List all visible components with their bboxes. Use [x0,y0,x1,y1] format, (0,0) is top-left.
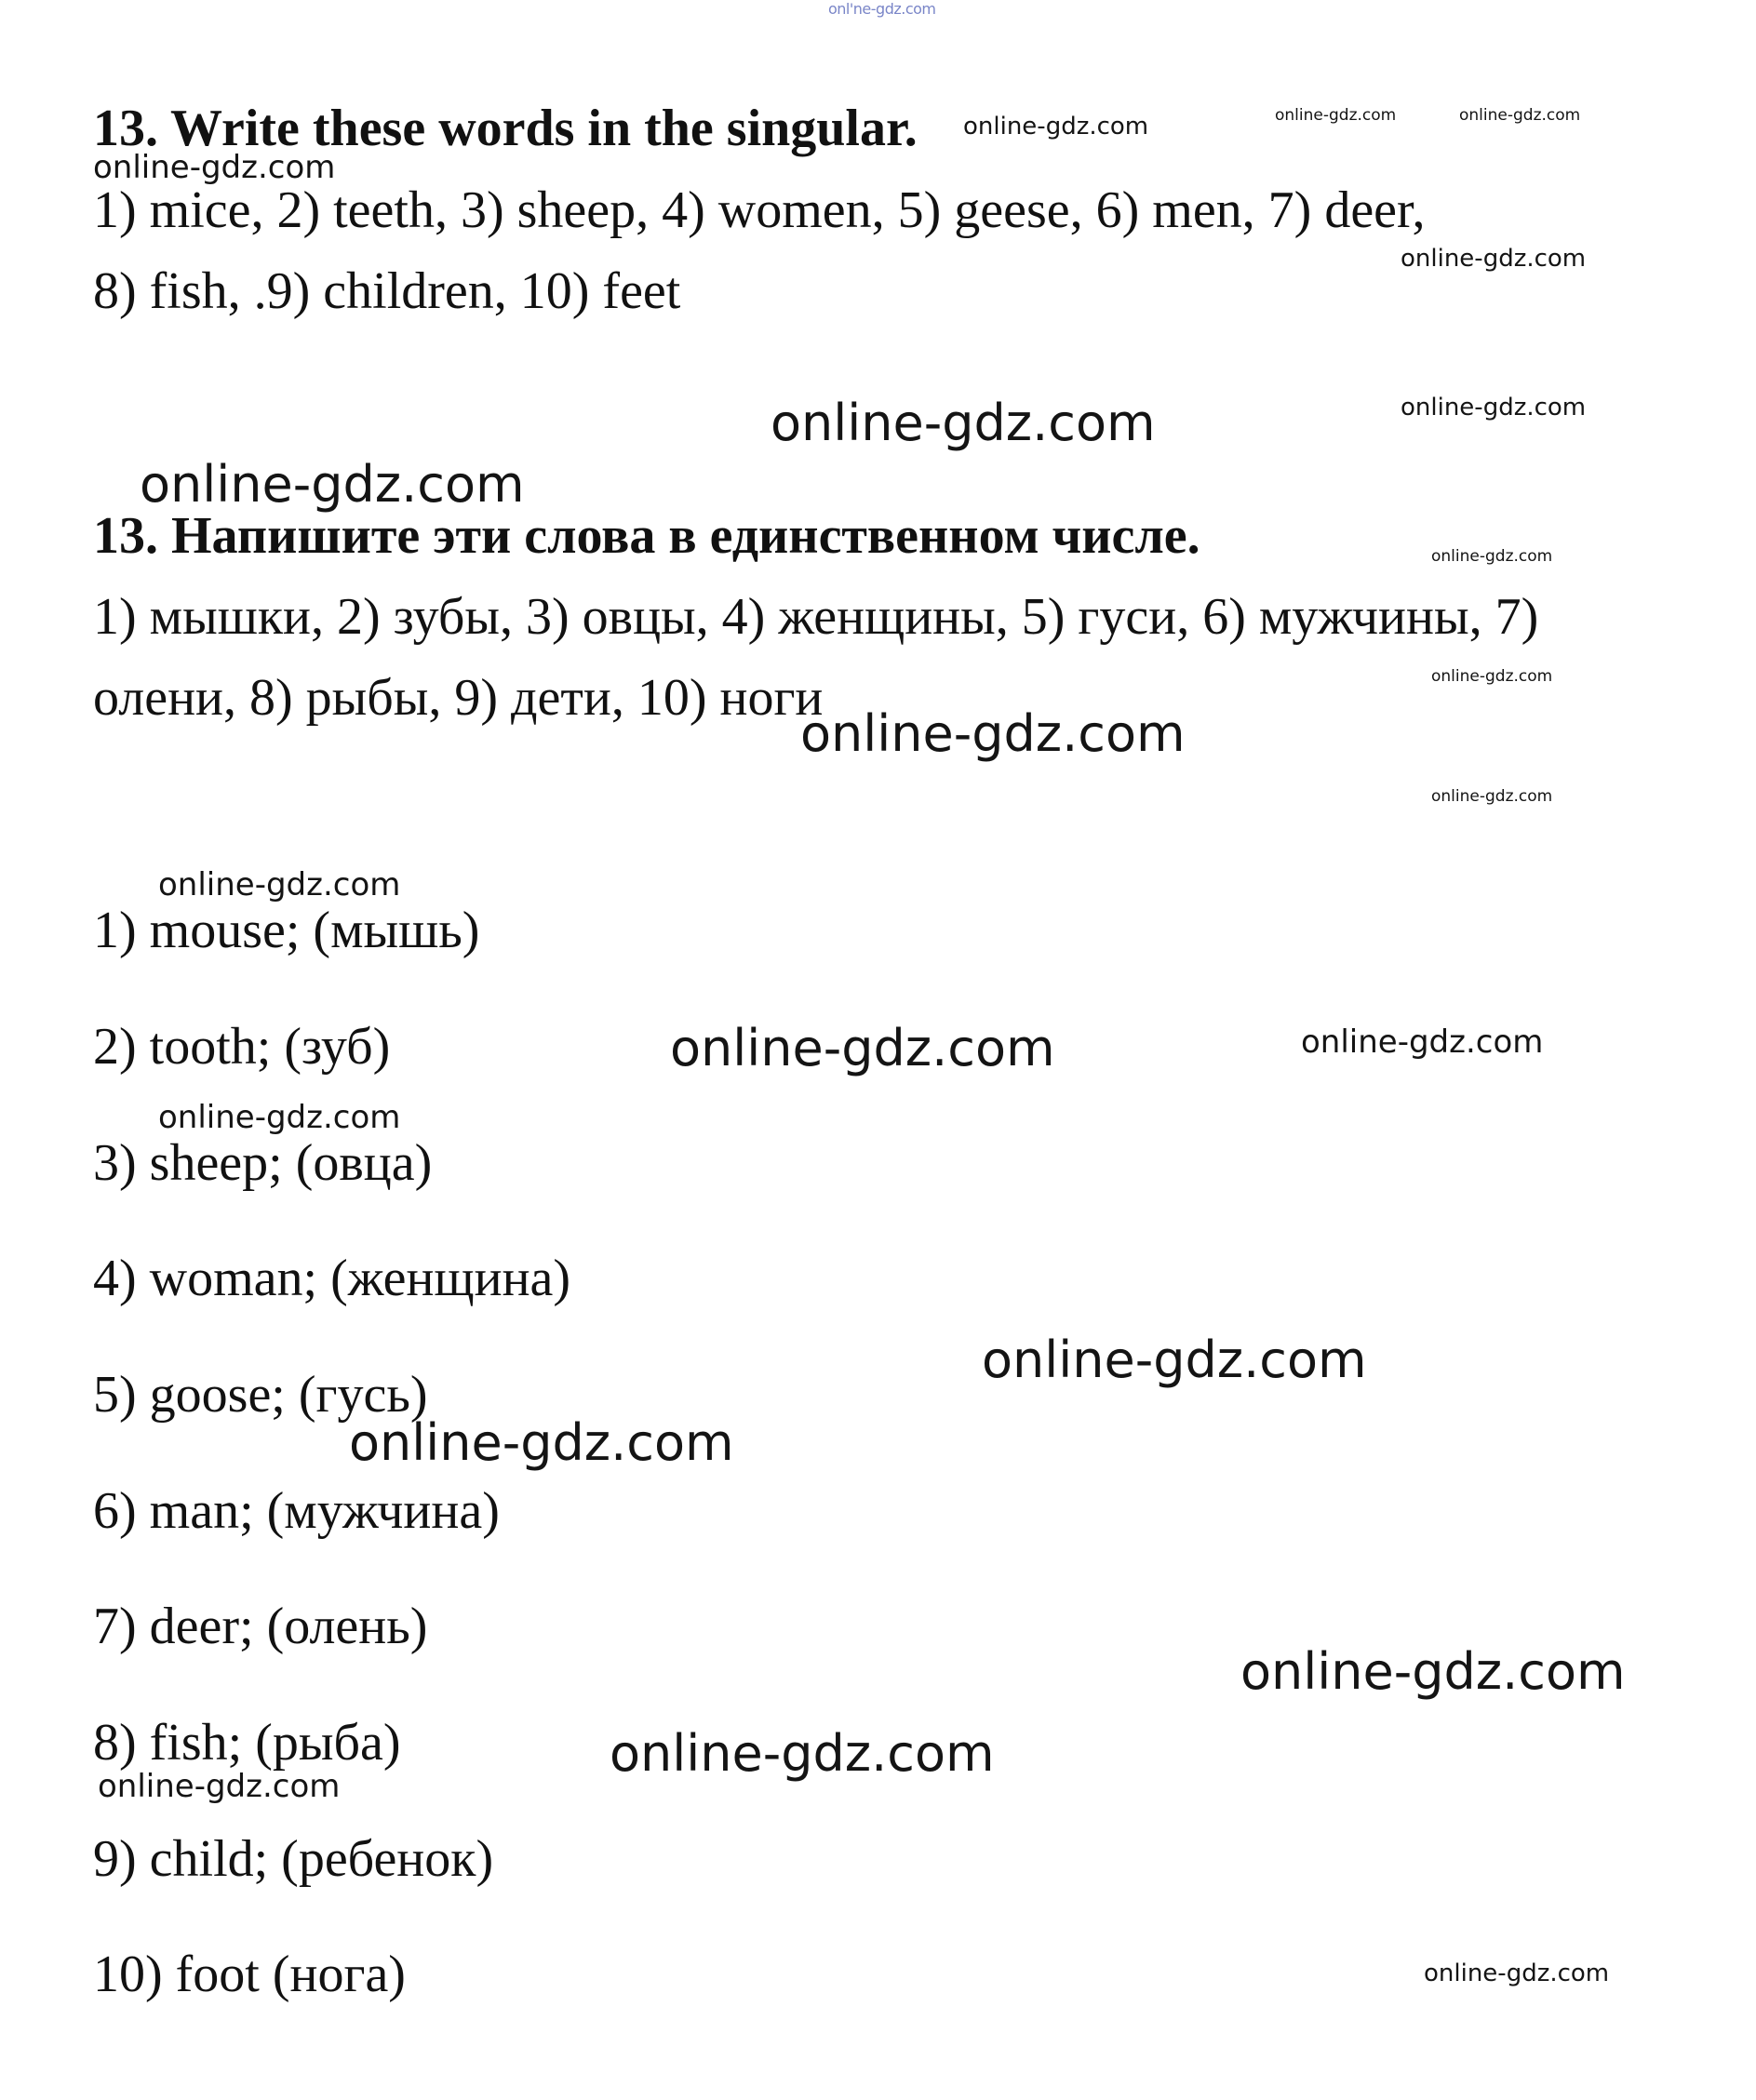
answer-3: 3) sheep; (овца) [93,1134,433,1192]
watermark: online-gdz.com [140,455,525,514]
watermark: online-gdz.com [158,866,401,903]
watermark-top: onl'ne-gdz.com [828,0,936,18]
watermark: online-gdz.com [1240,1642,1626,1701]
answer-7: 7) deer; (олень) [93,1598,428,1655]
russian-line-2: олени, 8) рыбы, 9) дети, 10) ноги [93,669,824,727]
answer-2: 2) tooth; (зуб) [93,1018,391,1076]
english-line-1: 1) mice, 2) teeth, 3) sheep, 4) women, 5) geese, 6) men, 7) deer, [93,181,1426,239]
watermark: online-gdz.com [1431,787,1553,806]
watermark: online-gdz.com [1431,667,1553,686]
answer-8: 8) fish; (рыба) [93,1714,401,1772]
watermark: online-gdz.com [349,1413,734,1472]
answer-6: 6) man; (мужчина) [93,1482,500,1540]
watermark: online-gdz.com [670,1019,1055,1077]
answer-5: 5) goose; (гусь) [93,1366,428,1424]
watermark: online-gdz.com [98,1768,341,1805]
watermark: online-gdz.com [1459,106,1581,125]
watermark: online-gdz.com [963,113,1149,140]
watermark: online-gdz.com [93,149,336,186]
answer-9: 9) child; (ребенок) [93,1830,494,1888]
watermark: online-gdz.com [800,704,1186,763]
watermark: online-gdz.com [158,1099,401,1136]
watermark: online-gdz.com [1401,245,1587,273]
answer-10: 10) foot (нога) [93,1946,406,2003]
watermark: online-gdz.com [1424,1960,1610,1987]
watermark: online-gdz.com [771,394,1156,452]
answer-1: 1) mouse; (мышь) [93,902,480,959]
english-heading: 13. Write these words in the singular. [93,100,918,157]
russian-heading: 13. Напишите эти слова в единственном числе. [93,507,1200,565]
watermark: online-gdz.com [1301,1023,1544,1061]
russian-line-1: 1) мышки, 2) зубы, 3) овцы, 4) женщины, 5) гуси, 6) мужчины, 7) [93,588,1539,646]
watermark: online-gdz.com [1431,547,1553,566]
watermark: online-gdz.com [610,1724,995,1783]
watermark: online-gdz.com [1275,106,1397,125]
english-line-2: 8) fish, .9) children, 10) feet [93,262,681,320]
watermark: online-gdz.com [1401,394,1587,421]
answer-4: 4) woman; (женщина) [93,1250,571,1307]
watermark: online-gdz.com [982,1331,1367,1389]
